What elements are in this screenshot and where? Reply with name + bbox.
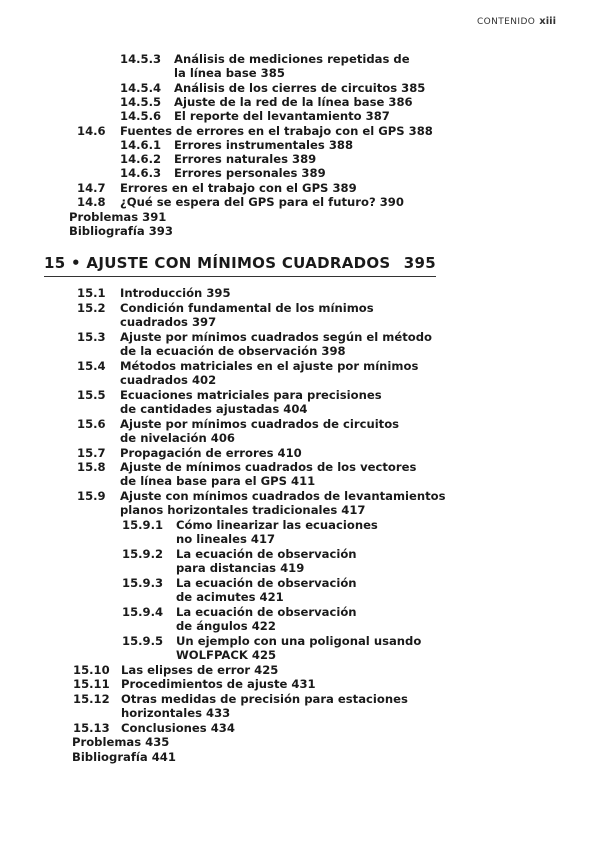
toc-entry-number: 14.6.2 [120, 152, 162, 166]
toc-entry-title: Otras medidas de precisión para estaciones [121, 692, 408, 706]
toc-entry-number: 15.2 [77, 301, 106, 315]
toc-entry-title: de cantidades ajustadas 404 [120, 402, 308, 416]
toc-entry-title: Propagación de errores 410 [120, 446, 302, 460]
toc-entry-title: Ajuste con mínimos cuadrados de levantamientos [120, 489, 446, 503]
toc-entry-title: la línea base 385 [174, 66, 285, 80]
toc-entry-title: horizontales 433 [121, 706, 231, 720]
toc-entry-title: Errores personales 389 [174, 166, 326, 180]
toc-entry-title: de la ecuación de observación 398 [120, 344, 346, 358]
toc-entry-number: 15.13 [73, 721, 110, 735]
toc-entry-title: La ecuación de observación [176, 605, 357, 619]
toc-entry-number: 15.9 [77, 489, 106, 503]
running-header [477, 16, 556, 27]
toc-entry-title: El reporte del levantamiento 387 [174, 109, 390, 123]
toc-entry-title: La ecuación de observación [176, 576, 357, 590]
toc-entry-title: de ángulos 422 [176, 619, 276, 633]
toc-entry-title: planos horizontales tradicionales 417 [120, 503, 366, 517]
toc-entry-number: 14.5.6 [120, 109, 162, 123]
toc-entry-title: de acimutes 421 [176, 590, 284, 604]
toc-entry-title: cuadrados 402 [120, 373, 217, 387]
toc-entry-number: 15.1 [77, 286, 106, 300]
toc-entry-number: 15.9.5 [122, 634, 164, 648]
toc-entry-title: Fuentes de errores en el trabajo con el GPS 388 [120, 124, 433, 138]
toc-entry-title: WOLFPACK 425 [176, 648, 277, 662]
toc-entry-number: 15.9.3 [122, 576, 164, 590]
toc-entry-number: 15.3 [77, 330, 106, 344]
chapter-rule [44, 276, 436, 277]
toc-entry-number: 15.5 [77, 388, 106, 402]
toc-entry-number: 15.8 [77, 460, 106, 474]
toc-entry-number: 15.9.4 [122, 605, 164, 619]
toc-entry-title: Ajuste por mínimos cuadrados de circuitos [120, 417, 400, 431]
toc-entry-title: de nivelación 406 [120, 431, 235, 445]
toc-entry-title: Condición fundamental de los mínimos [120, 301, 374, 315]
toc-entry-number: 15.9.1 [122, 518, 164, 532]
toc-entry-title: Cómo linearizar las ecuaciones [176, 518, 378, 532]
toc-entry-title: de línea base para el GPS 411 [120, 474, 316, 488]
toc-entry-title: Problemas 391 [69, 210, 167, 224]
toc-entry-title: Conclusiones 434 [121, 721, 235, 735]
toc-entry-title: Ecuaciones matriciales para precisiones [120, 388, 382, 402]
header-section: CONTENIDO [476, 17, 536, 27]
toc-entry-title: Un ejemplo con una poligonal usando [176, 634, 422, 648]
toc-entry-number: 14.7 [77, 181, 106, 195]
toc-entry-number: 15.12 [73, 692, 110, 706]
toc-entry-title: no lineales 417 [176, 532, 276, 546]
toc-entry-title: Ajuste por mínimos cuadrados según el método [120, 330, 433, 344]
toc-entry-number: 14.5.3 [120, 52, 162, 66]
toc-entry-title: Análisis de los cierres de circuitos 385 [174, 81, 426, 95]
header-page-number: xiii [539, 16, 556, 27]
toc-entry-title: Ajuste de mínimos cuadrados de los vectores [120, 460, 417, 474]
toc-entry-title: Errores en el trabajo con el GPS 389 [120, 181, 357, 195]
chapter-page: 395 [403, 254, 436, 272]
chapter-title: 15 • AJUSTE CON MÍNIMOS CUADRADOS [44, 254, 391, 272]
toc-entry-title: Bibliografía 393 [69, 224, 173, 238]
toc-entry-title: Métodos matriciales en el ajuste por mínimos [120, 359, 419, 373]
toc-entry-title: Ajuste de la red de la línea base 386 [174, 95, 413, 109]
toc-entry-number: 14.8 [77, 195, 106, 209]
toc-entry-title: Análisis de mediciones repetidas de [174, 52, 410, 66]
toc-entry-title: Problemas 435 [72, 735, 170, 749]
toc-entry-title: ¿Qué se espera del GPS para el futuro? 390 [120, 195, 404, 209]
toc-entry-title: Bibliografía 441 [72, 750, 176, 764]
toc-entry-number: 14.6.3 [120, 166, 162, 180]
toc-entry-number: 15.11 [73, 677, 110, 691]
toc-entry-title: Procedimientos de ajuste 431 [121, 677, 316, 691]
toc-entry-number: 14.6 [77, 124, 106, 138]
toc-entry-title: Introducción 395 [120, 286, 231, 300]
toc-entry-number: 14.5.4 [120, 81, 162, 95]
toc-entry-number: 15.4 [77, 359, 106, 373]
toc-entry-number: 15.6 [77, 417, 106, 431]
toc-entry-number: 15.10 [73, 663, 110, 677]
toc-entry-number: 14.6.1 [120, 138, 162, 152]
toc-entry-number: 15.9.2 [122, 547, 164, 561]
toc-entry-title: cuadrados 397 [120, 315, 217, 329]
toc-entry-title: La ecuación de observación [176, 547, 357, 561]
chapter-heading [44, 254, 436, 272]
toc-entry-number: 14.5.5 [120, 95, 162, 109]
toc-entry-title: Errores instrumentales 388 [174, 138, 354, 152]
toc-entry-title: para distancias 419 [176, 561, 305, 575]
toc-entry-title: Las elipses de error 425 [121, 663, 279, 677]
toc-entry-number: 15.7 [77, 446, 106, 460]
toc-entry-title: Errores naturales 389 [174, 152, 317, 166]
